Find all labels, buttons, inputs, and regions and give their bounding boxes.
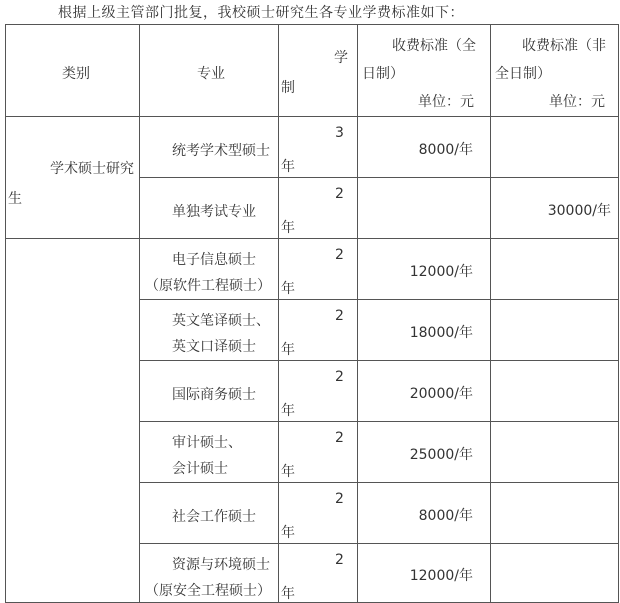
fulltime-fee-cell xyxy=(358,178,491,239)
major-cell: 电子信息硕士 （原软件工程硕士） xyxy=(140,239,279,300)
category-cell xyxy=(6,239,140,603)
fulltime-fee-cell: 8000/年 xyxy=(358,117,491,178)
category-cell: 学术硕士研究 生 xyxy=(6,117,140,239)
header-row xyxy=(6,25,619,117)
parttime-fee-cell xyxy=(491,483,619,544)
header-parttime-fee: 收费标准（非 全日制） 单位：元 xyxy=(491,25,619,117)
duration-cell: 2 年 xyxy=(279,239,358,300)
parttime-fee-cell xyxy=(491,239,619,300)
duration-cell: 2 年 xyxy=(279,178,358,239)
parttime-fee-cell xyxy=(491,422,619,483)
parttime-fee-cell xyxy=(491,300,619,361)
major-cell: 资源与环境硕士 （原安全工程硕士） xyxy=(140,544,279,603)
duration-cell: 2 年 xyxy=(279,300,358,361)
header-major: 专业 xyxy=(140,25,279,117)
duration-cell: 3 年 xyxy=(279,117,358,178)
header-fulltime-fee: 收费标准（全 日制） 单位：元 xyxy=(358,25,491,117)
major-cell: 审计硕士、 会计硕士 xyxy=(140,422,279,483)
major-cell: 统考学术型硕士 xyxy=(140,117,279,178)
fulltime-fee-cell: 12000/年 xyxy=(358,239,491,300)
fulltime-fee-cell: 12000/年 xyxy=(358,544,491,603)
duration-cell: 2 年 xyxy=(279,422,358,483)
duration-cell: 2 年 xyxy=(279,361,358,422)
header-duration: 学 制 xyxy=(279,25,358,117)
intro-text: 根据上级主管部门批复，我校硕士研究生各专业学费标准如下： xyxy=(58,5,464,21)
table-row xyxy=(6,239,619,300)
table-row xyxy=(6,117,619,178)
fulltime-fee-cell: 25000/年 xyxy=(358,422,491,483)
tuition-table xyxy=(5,24,619,603)
fulltime-fee-cell: 18000/年 xyxy=(358,300,491,361)
parttime-fee-cell: 30000/年 xyxy=(491,178,619,239)
fulltime-fee-cell: 20000/年 xyxy=(358,361,491,422)
fulltime-fee-cell: 8000/年 xyxy=(358,483,491,544)
major-cell: 社会工作硕士 xyxy=(140,483,279,544)
parttime-fee-cell xyxy=(491,117,619,178)
header-category: 类别 xyxy=(6,25,140,117)
parttime-fee-cell xyxy=(491,544,619,603)
major-cell: 英文笔译硕士、 英文口译硕士 xyxy=(140,300,279,361)
major-cell: 国际商务硕士 xyxy=(140,361,279,422)
table-body xyxy=(6,117,619,603)
duration-cell: 2 年 xyxy=(279,483,358,544)
parttime-fee-cell xyxy=(491,361,619,422)
major-cell: 单独考试专业 xyxy=(140,178,279,239)
duration-cell: 2 年 xyxy=(279,544,358,603)
